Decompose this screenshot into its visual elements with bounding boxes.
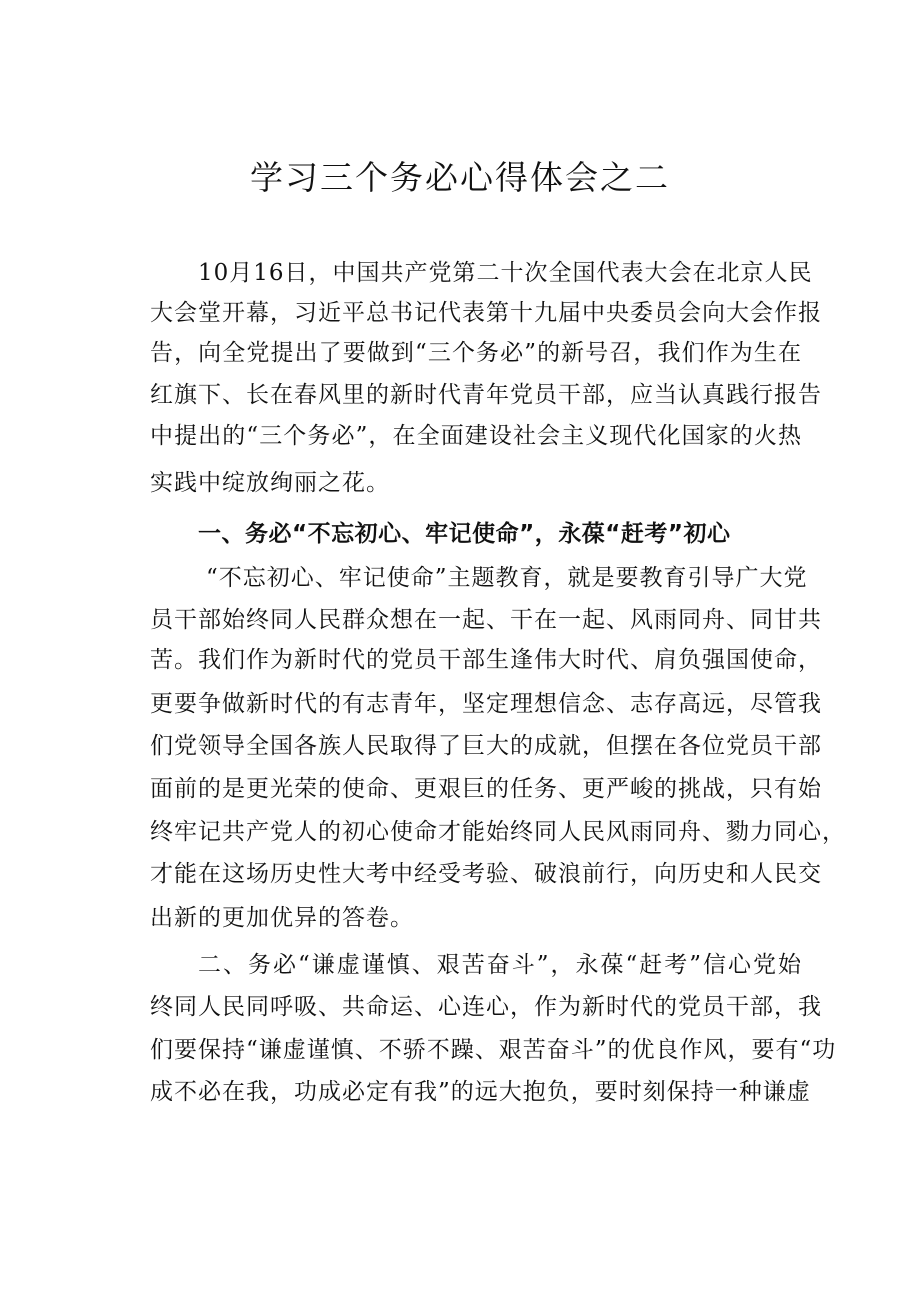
paragraph-line: 员干部始终同人民群众想在一起、干在一起、风雨同舟、同甘共 [150, 607, 822, 633]
paragraph-line: 实践中绽放绚丽之花。 [150, 470, 390, 496]
paragraph-line: “不忘初心、牢记使命”主题教育，就是要教育引导广大党 [206, 565, 808, 591]
paragraph-line: 才能在这场历史性大考中经受考验、破浪前行，向历史和人民交 [150, 861, 822, 887]
paragraph-line: 二、务必“谦虚谨慎、艰苦奋斗”，永葆“赶考”信心党始 [198, 952, 802, 978]
paragraph-line: 面前的是更光荣的使命、更艰巨的任务、更严峻的挑战，只有始 [150, 776, 822, 802]
paragraph-line: 红旗下、长在春风里的新时代青年党员干部，应当认真践行报告 [150, 382, 822, 408]
paragraph-line: 告，向全党提出了要做到“三个务必”的新号召，我们作为生在 [150, 340, 802, 366]
paragraph-line: 们党领导全国各族人民取得了巨大的成就，但摆在各位党员干部 [150, 733, 822, 759]
paragraph-line: 成不必在我，功成必定有我”的远大抱负，要时刻保持一种谦虚 [150, 1079, 811, 1105]
document-title: 学习三个务必心得体会之二 [250, 158, 670, 197]
paragraph-line: 终同人民同呼吸、共命运、心连心，作为新时代的党员干部，我 [150, 994, 822, 1020]
paragraph-line: 们要保持“谦虚谨慎、不骄不躁、艰苦奋斗”的优良作风，要有“功 [150, 1037, 837, 1063]
section-heading: 一、务必“不忘初心、牢记使命”，永葆“赶考”初心 [198, 521, 731, 547]
paragraph-line: 苦。我们作为新时代的党员干部生逢伟大时代、肩负强国使命， [150, 647, 822, 673]
paragraph-line: 10月16日，中国共产党第二十次全国代表大会在北京人民 [198, 260, 813, 286]
paragraph-line: 中提出的“三个务必”，在全面建设社会主义现代化国家的火热 [150, 423, 802, 449]
paragraph-line: 更要争做新时代的有志青年，坚定理想信念、志存高远，尽管我 [150, 691, 822, 717]
paragraph-line: 大会堂开幕，习近平总书记代表第十九届中央委员会向大会作报 [150, 300, 822, 326]
paragraph-line: 终牢记共产党人的初心使命才能始终同人民风雨同舟、勠力同心， [150, 819, 846, 845]
paragraph-line: 出新的更加优异的答卷。 [150, 905, 414, 931]
